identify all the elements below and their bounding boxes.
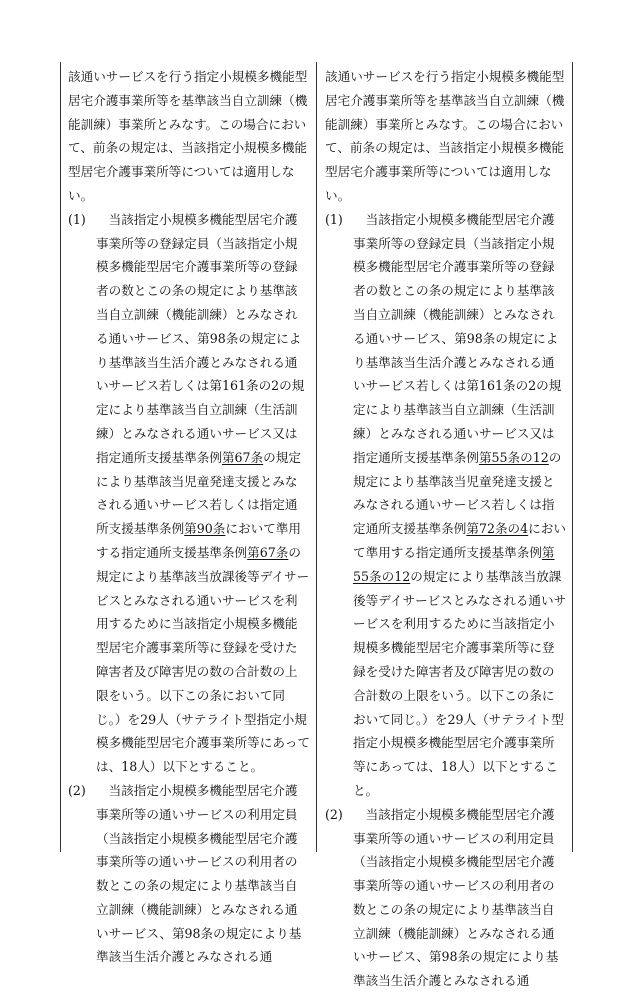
right-item-2	[325, 803, 567, 993]
right-item-1-ref-3: 第55条の12	[353, 544, 555, 584]
right-intro-paragraph: 該通いサービスを行う指定小規模多機能型居宅介護事業所等を基準該当自立訓練（機能訓練）事業所とみなす。この場合において、前条の規定は、当該指定小規模多機能型居宅介護事業所等については適用しない。	[325, 69, 565, 203]
right-item-2-text: 当該指定小規模多機能型居宅介護事業所等の通いサービスの利用定員（当該指定小規模多機能型居宅介護事業所等の通いサービスの利用者の数とこの条の規定により基準該当自立訓練（機能訓練）とみなされる通いサービス、第98条の規定により基準該当生活介護とみなされる通	[353, 806, 559, 989]
right-item-1-text-a: 当該指定小規模多機能型居宅介護事業所等の登録定員（当該指定小規模多機能型居宅介護事業所等の登録者の数とこの条の規定により基準該当自立訓練（機能訓練）とみなされる通いサービス、第98条の規定により基準該当生活介護とみなされる通いサービス若しくは第161条の2の規定により基準該当自立訓練（生活訓練）とみなされる通いサービス又は指定通所支援基準条例	[353, 211, 562, 465]
left-item-1	[68, 208, 310, 779]
left-item-1-text-b: の規定により基準該当児童発達支援とみなされる通いサービス若しくは指定通所支援基準条例	[96, 449, 301, 537]
right-item-1-text-d: の規定により基準該当放課後等デイサービスとみなされる通いサービスを利用するために当該指定小規模多機能型居宅介護事業所等に登録を受けた障害者及び障害児の数の合計数の上限をいう。以下この条において同じ。）を29人（サテライト型指定小規模多機能型居宅介護事業所等にあっては、18人）以下とすること。	[353, 568, 567, 798]
table-column-divider	[316, 62, 317, 852]
left-item-1-number: (1)	[68, 211, 86, 227]
comparison-table	[60, 62, 572, 989]
table-border-left	[60, 62, 61, 852]
left-item-1-ref-3: 第67条	[247, 544, 289, 560]
left-column	[68, 65, 310, 969]
left-item-1-text-c: において準用する指定通所支援基準条例	[96, 521, 301, 560]
left-item-1-text-a: 当該指定小規模多機能型居宅介護事業所等の登録定員（当該指定小規模多機能型居宅介護事業所等の登録者の数とこの条の規定により基準該当自立訓練（機能訓練）とみなされる通いサービス、第98条の規定により基準該当生活介護とみなされる通いサービス若しくは第161条の2の規定により基準該当自立訓練（生活訓練）とみなされる通いサービス又は指定通所支援基準条例	[96, 211, 305, 465]
right-item-1	[325, 208, 567, 803]
left-item-1-text-d: の規定により基準該当放課後等デイサービスとみなされる通いサービスを利用するために当該指定小規模多機能型居宅介護事業所等に登録を受けた障害者及び障害児の数の合計数の上限をいう。以下この条において同じ。）を29人（サテライト型指定小規模多機能型居宅介護事業所等にあっては、18人）以下とすること。	[96, 544, 310, 775]
right-item-1-ref-2: 第72条の4	[466, 521, 529, 537]
right-item-1-text-b: の規定により基準該当児童発達支援とみなされる通いサービス若しくは指定通所支援基準条例	[353, 449, 562, 537]
left-item-1-ref-1: 第67条	[221, 449, 264, 465]
right-item-1-text-c: において準用する指定通所支援基準条例	[353, 521, 566, 560]
right-column	[325, 65, 567, 993]
right-item-2-number: (2)	[325, 806, 343, 822]
left-item-2-text: 当該指定小規模多機能型居宅介護事業所等の通いサービスの利用定員（当該指定小規模多機能型居宅介護事業所等の通いサービスの利用者の数とこの条の規定により基準該当自立訓練（機能訓練）とみなされる通いサービス、第98条の規定により基準該当生活介護とみなされる通	[96, 782, 302, 965]
left-intro-paragraph: 該通いサービスを行う指定小規模多機能型居宅介護事業所等を基準該当自立訓練（機能訓練）事業所とみなす。この場合において、前条の規定は、当該指定小規模多機能型居宅介護事業所等については適用しない。	[68, 69, 308, 203]
left-item-2	[68, 779, 310, 969]
right-item-1-number: (1)	[325, 211, 343, 227]
table-border-right	[572, 62, 573, 852]
left-item-1-ref-2: 第90条	[184, 521, 226, 537]
right-item-1-ref-1: 第55条の12	[478, 449, 549, 465]
left-item-2-number: (2)	[68, 782, 86, 798]
